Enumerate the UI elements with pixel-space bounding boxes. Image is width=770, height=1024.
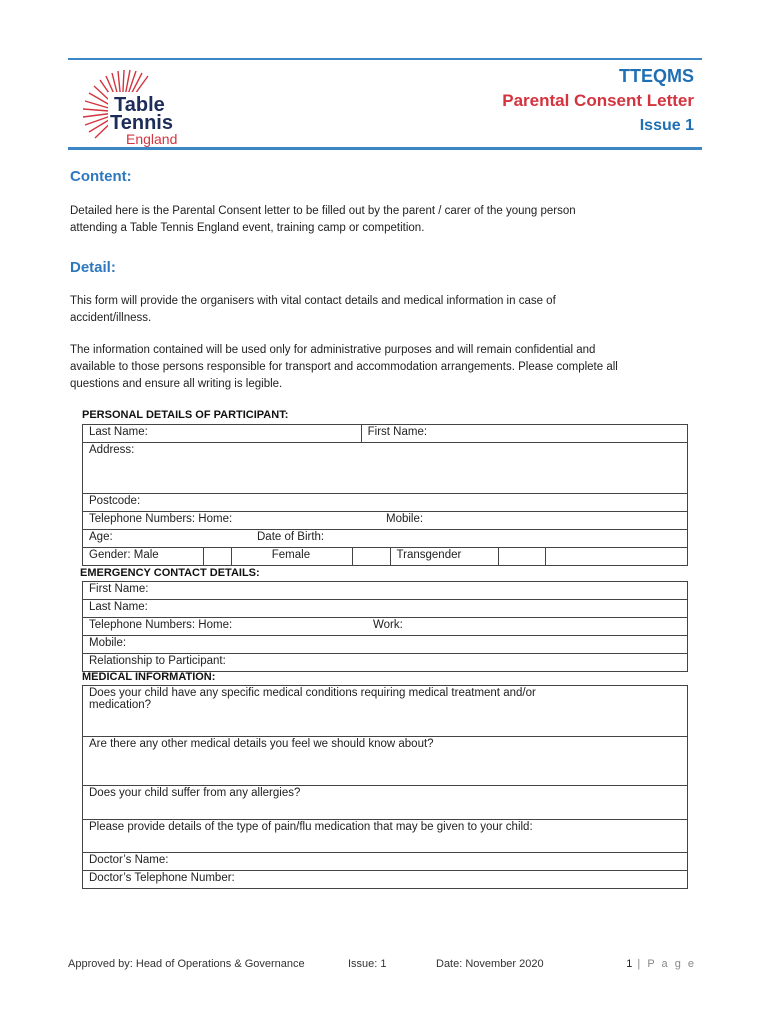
content-heading: Content: [70, 168, 132, 185]
detail-heading: Detail: [70, 259, 116, 276]
allergies-field[interactable]: Does your child suffer from any allergies? [83, 786, 688, 820]
age-field[interactable]: Age: [89, 531, 113, 543]
telephone-row [83, 512, 688, 530]
gender-transgender-label: Transgender [390, 548, 499, 566]
personal-details-label: PERSONAL DETAILS OF PARTICIPANT: [82, 409, 289, 421]
address-field[interactable]: Address: [83, 443, 688, 494]
gender-female-checkbox[interactable] [352, 548, 390, 566]
emergency-contact-table [82, 581, 688, 672]
footer-date: Date: November 2020 [436, 958, 544, 970]
footer-page-number: 1 | P a g e [626, 958, 696, 970]
emergency-work-phone-field[interactable]: Work: [373, 619, 403, 631]
table-tennis-england-logo [70, 62, 190, 148]
footer-issue: Issue: 1 [348, 958, 387, 970]
gender-blank-cell [546, 548, 688, 566]
medical-information-label: MEDICAL INFORMATION: [82, 671, 216, 683]
age-dob-row [83, 530, 688, 548]
relationship-field[interactable]: Relationship to Participant: [83, 654, 688, 672]
document-title: Parental Consent Letter [502, 91, 694, 110]
content-text: Detailed here is the Parental Consent letter to be filled out by the parent / carer of the young person attending a Table Tennis England event, training camp or competition. [70, 205, 576, 234]
last-name-field[interactable]: Last Name: [83, 425, 362, 443]
first-name-field[interactable]: First Name: [361, 425, 687, 443]
emergency-telephone-row [83, 618, 688, 636]
telephone-home-field[interactable]: Telephone Numbers: Home: [89, 513, 233, 525]
medical-conditions-field[interactable]: Does your child have any specific medical conditions requiring medical treatment and/or medication? [83, 686, 688, 737]
other-medical-details-field[interactable]: Are there any other medical details you feel we should know about? [83, 737, 688, 786]
gender-male-checkbox[interactable] [203, 548, 231, 566]
header-titles [502, 64, 694, 138]
gender-transgender-checkbox[interactable] [499, 548, 546, 566]
personal-details-table [82, 424, 688, 566]
svg-text:England: England [126, 131, 178, 147]
document-code: TTEQMS [619, 66, 694, 86]
document-issue: Issue 1 [639, 117, 694, 134]
emergency-first-name-field[interactable]: First Name: [83, 582, 688, 600]
document-header [68, 58, 702, 150]
detail-paragraph-2: The information contained will be used only for administrative purposes and will remain confidential and available to those persons responsible for transport and accommodation arrangements. Please complete all questions and ensure all writing is legible. [70, 344, 618, 390]
footer-approved-by: Approved by: Head of Operations & Governance [68, 958, 305, 970]
emergency-mobile-field[interactable]: Mobile: [83, 636, 688, 654]
emergency-last-name-field[interactable]: Last Name: [83, 600, 688, 618]
emergency-contact-label: EMERGENCY CONTACT DETAILS: [80, 567, 260, 579]
doctor-name-field[interactable]: Doctor’s Name: [83, 853, 688, 871]
gender-male-label: Gender: Male [83, 548, 204, 566]
pain-flu-medication-field[interactable]: Please provide details of the type of pain/flu medication that may be given to your child: [83, 820, 688, 853]
svg-text:Table: Table [114, 94, 165, 116]
medical-information-table [82, 685, 688, 889]
svg-text:Tennis: Tennis [110, 112, 173, 134]
detail-paragraph-1: This form will provide the organisers with vital contact details and medical information in case of accident/illness. [70, 295, 556, 324]
doctor-telephone-field[interactable]: Doctor’s Telephone Number: [83, 871, 688, 889]
mobile-field[interactable]: Mobile: [386, 513, 424, 525]
date-of-birth-field[interactable]: Date of Birth: [257, 531, 325, 543]
postcode-field[interactable]: Postcode: [83, 494, 688, 512]
emergency-home-phone-field[interactable]: Telephone Numbers: Home: [89, 619, 233, 631]
gender-female-label: Female [231, 548, 352, 566]
